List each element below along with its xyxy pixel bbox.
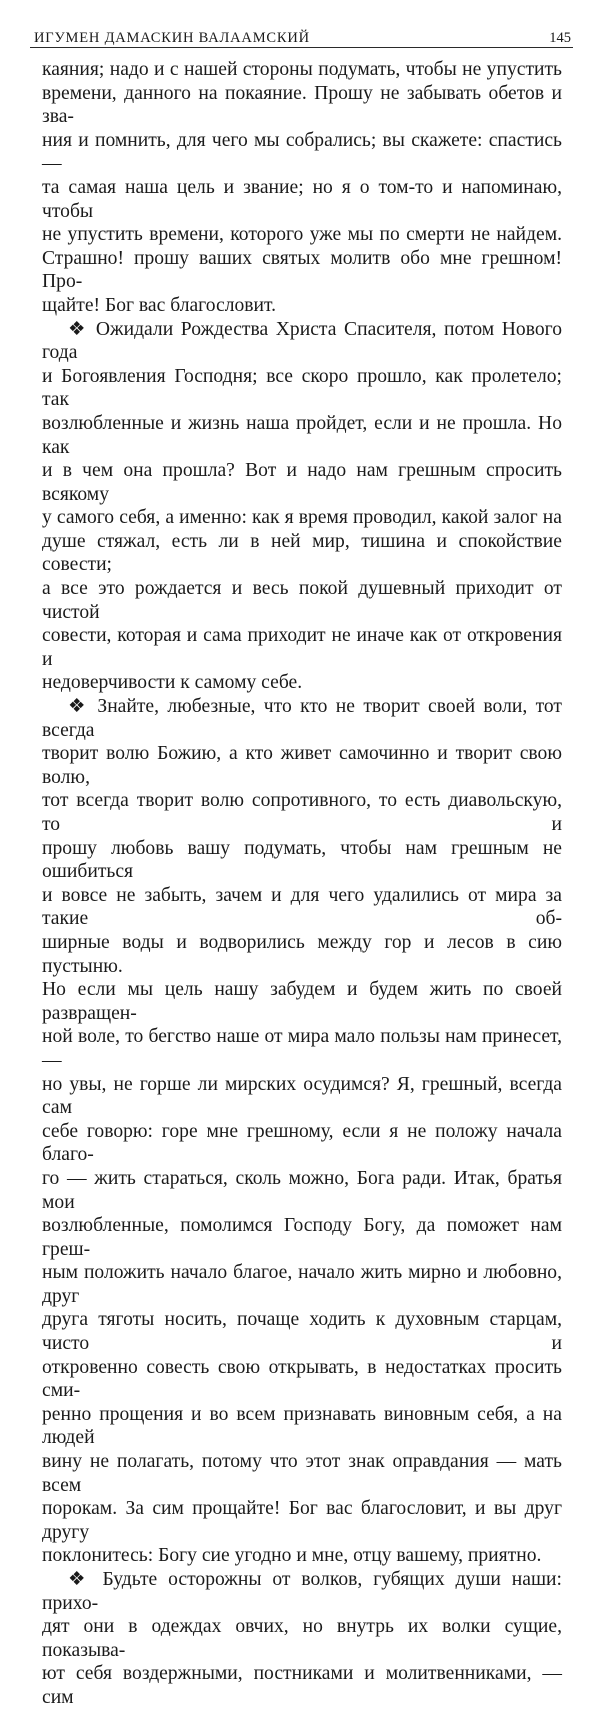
- text-line: возлюбленные, помолимся Господу Богу, да поможет нам греш-: [42, 1215, 562, 1260]
- text-line: но увы, не горше ли мирских осудимся? Я, грешный, всегда сам: [42, 1073, 562, 1119]
- text-line: ❖ Знайте, любезные, что кто не творит своей воли, тот всегда: [42, 696, 562, 741]
- text-line: ❖ Ожидали Рождества Христа Спасителя, потом Нового года: [42, 318, 562, 364]
- book-page: [30, 0, 573, 1708]
- text-line: друга тяготы носить, почаще ходить к духовным старцам, чисто и: [42, 1309, 562, 1355]
- text-line: тот всегда творит волю сопротивного, то есть диавольскую, то и: [42, 790, 562, 835]
- text-line: и Богоявления Господня; все скоро прошло, как пролетело; так: [42, 365, 562, 411]
- body-text: [42, 58, 562, 1710]
- text-line: щайте! Бог вас благословит.: [42, 294, 277, 316]
- text-line: и вовсе не забыть, зачем и для чего удалились от мира за такие об-: [42, 884, 562, 930]
- text-line: дят они в одеждах овчих, но внутрь их волки сущие, показыва-: [42, 1616, 562, 1661]
- text-line: и в чем она прошла? Вот и надо нам грешным спросить всякому: [42, 460, 562, 505]
- text-line: возлюбленные и жизнь наша пройдет, если и не прошла. Но как: [42, 412, 562, 458]
- text-line: го — жить стараться, сколь можно, Бога ради. Итак, братья мои: [42, 1167, 562, 1213]
- text-line: порокам. За сим прощайте! Бог вас благословит, и вы друг другу: [42, 1498, 562, 1543]
- text-line: ют себя воздержными, постниками и молитвенниками, — сим: [42, 1663, 562, 1708]
- text-line: времени, данного на покаяние. Прошу не забывать обетов и зва-: [42, 82, 562, 128]
- text-line: откровенно совесть свою открывать, в недостатках просить сми-: [42, 1356, 562, 1402]
- running-header: [30, 0, 573, 48]
- text-line: Страшно! прошу ваших святых молитв обо мне грешном! Про-: [42, 247, 562, 293]
- text-line: ным положить начало благое, начало жить мирно и любовно, друг: [42, 1262, 562, 1307]
- text-line: ширные воды и водворились между гор и лесов в сию пустыню.: [42, 931, 562, 977]
- running-title: ИГУМЕН ДАМАСКИН ВАЛААМСКИЙ: [34, 30, 310, 46]
- text-line: ренно прощения и во всем признавать виновным себя, а на людей: [42, 1403, 562, 1449]
- text-line: совести, которая и сама приходит не иначе как от откровения и: [42, 625, 562, 670]
- text-line: вину не полагать, потому что этот знак оправдания — мать всем: [42, 1451, 562, 1496]
- text-line: прошу любовь вашу подумать, чтобы нам грешным не ошибиться: [42, 837, 562, 883]
- text-line: та самая наша цель и звание; но я о том-то и напоминаю, чтобы: [42, 176, 562, 222]
- text-line: себе говорю: горе мне грешному, если я не положу начала благо-: [42, 1120, 562, 1166]
- text-line: душе стяжал, есть ли в ней мир, тишина и спокойствие совести;: [42, 530, 562, 576]
- page-number: 145: [549, 30, 571, 46]
- text-line: Но если мы цель нашу забудем и будем жить по своей развращен-: [42, 979, 562, 1024]
- text-line: ной воле, то бегство наше от мира мало пользы нам принесет, —: [42, 1026, 562, 1071]
- text-line: ния и помнить, для чего мы собрались; вы скажете: спастись —: [42, 129, 562, 175]
- text-line: ❖ Будьте осторожны от волков, губящих души наши: прихо-: [42, 1569, 562, 1614]
- text-line: у самого себя, а именно: как я время проводил, какой залог на: [42, 507, 562, 529]
- text-line: не упустить времени, которого уже мы по смерти не найдем.: [42, 224, 562, 246]
- text-line: а все это рождается и весь покой душевный приходит от чистой: [42, 578, 562, 623]
- text-line: каяния; надо и с нашей стороны подумать, чтобы не упустить: [42, 59, 562, 80]
- text-line: творит волю Божию, а кто живет самочинно и творит свою волю,: [42, 743, 562, 788]
- text-line: поклонитесь: Богу сие угодно и мне, отцу вашему, приятно.: [42, 1545, 542, 1567]
- text-line: недоверчивости к самому себе.: [42, 672, 303, 694]
